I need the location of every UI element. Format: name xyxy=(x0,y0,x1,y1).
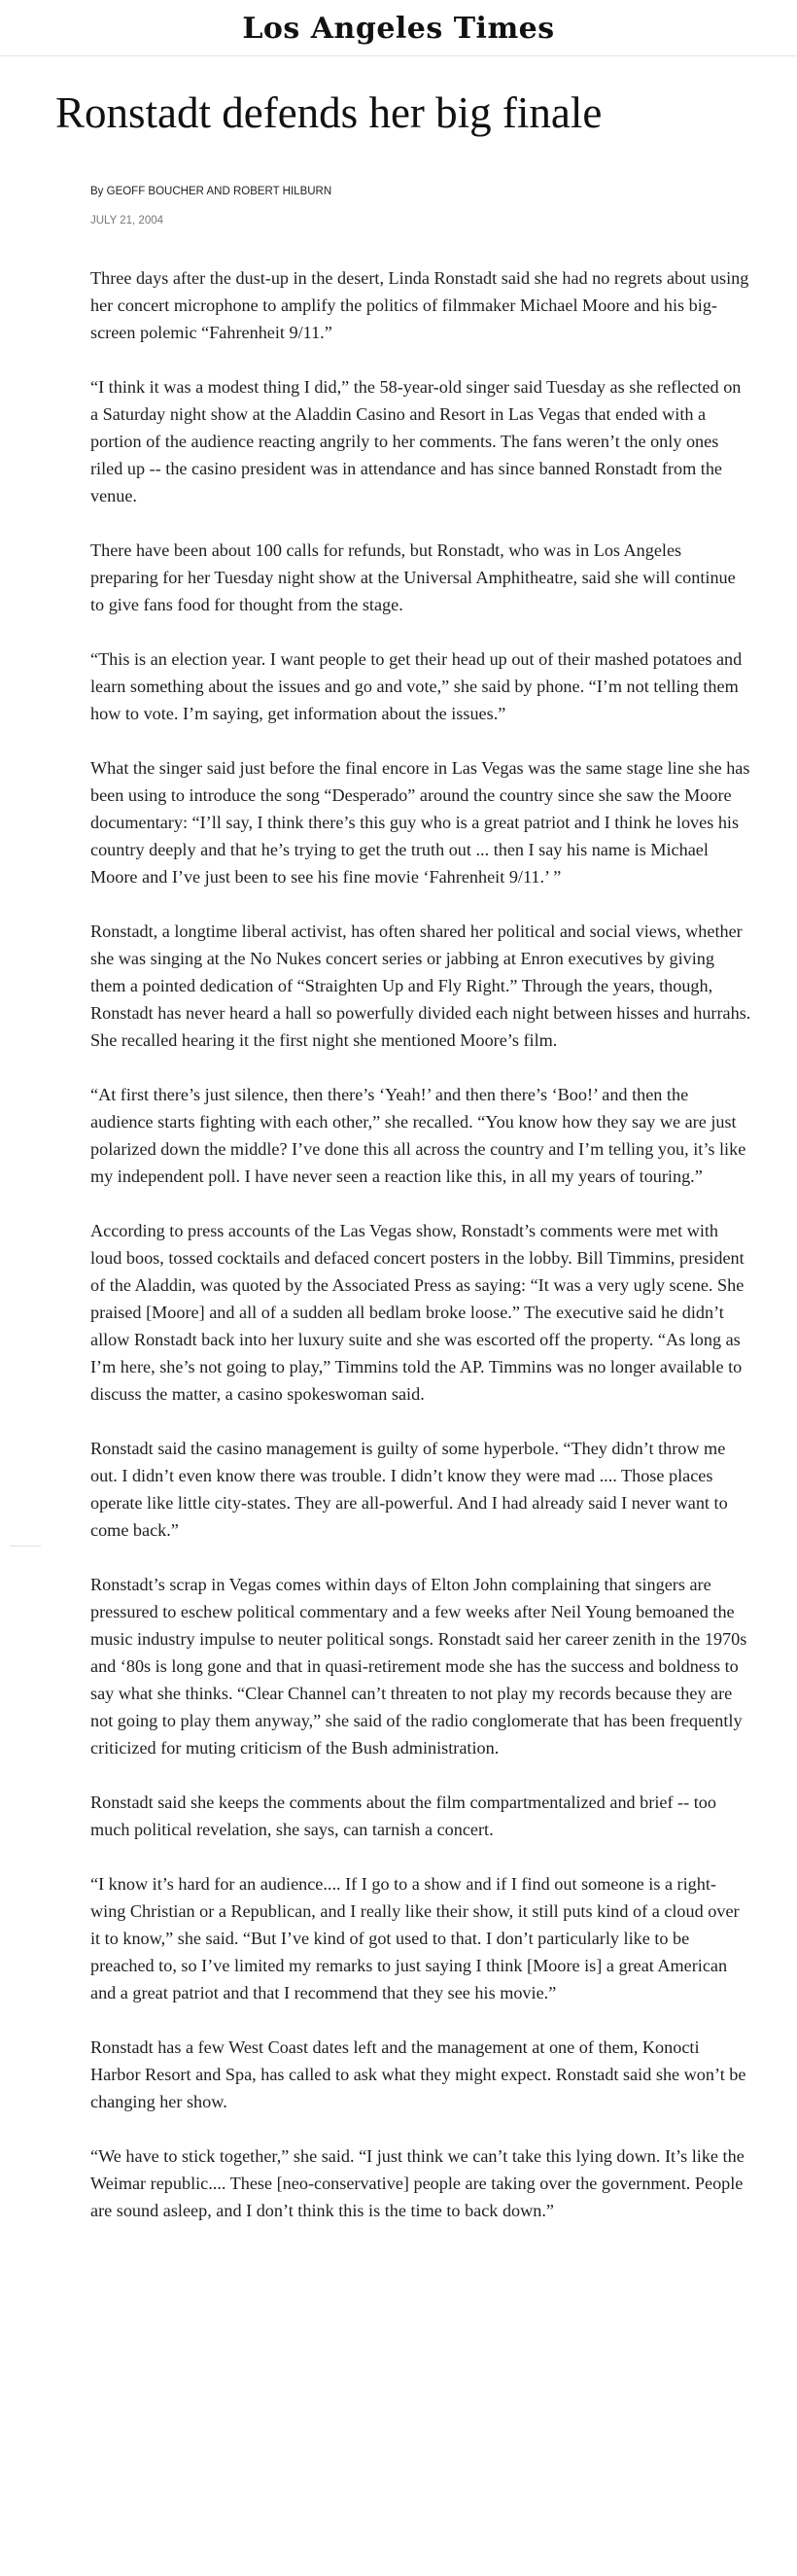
article-paragraph: “I know it’s hard for an audience.... If I go to a show and if I find out someone is a right-wing Christian or a Republican, and I really like their show, it still puts kind of a cloud over it to know,” she said. “But I’ve kind of got used to that. I don’t particularly like to be preached to, so I’ve limited my remarks to just saying I think [Moore is] a great American and a great patriot and that I recommend that they see his movie.” xyxy=(90,1874,740,2002)
article-paragraph: What the singer said just before the final encore in Las Vegas was the same stage line she has been using to introduce the song “Desperado” around the country since she saw the Moore documentary: “I’ll say, I think there’s this guy who is a great patriot and I think he loves his country deeply and that he’s trying to get the truth out ... then I say his name is Michael Moore and I’ve just been to see his fine movie ‘Fahrenheit 9/11.’ ” xyxy=(90,758,750,887)
article-paragraph: Three days after the dust-up in the desert, Linda Ronstadt said she had no regrets about using her concert microphone to amplify the politics of filmmaker Michael Moore and his big-screen polemic “Fahrenheit 9/11.” xyxy=(90,268,749,342)
article-paragraph: Ronstadt said the casino management is guilty of some hyperbole. “They didn’t throw me out. I didn’t even know there was trouble. I didn’t know they were mad .... Those places operate like little city-states. They are all-powerful. And I had already said I never want to come back.” xyxy=(90,1439,728,1540)
article-paragraph: According to press accounts of the Las Vegas show, Ronstadt’s comments were met with loud boos, tossed cocktails and defaced concert posters in the lobby. Bill Timmins, president of the Aladdin, was quoted by the Associated Press as saying: “It was a very ugly scene. She praised [Moore] and all of a sudden all bedlam broke loose.” The executive said he didn’t allow Ronstadt back into her luxury suite and she was escorted off the property. “As long as I’m here, she’s not going to play,” Timmins told the AP. Timmins was no longer available to discuss the matter, a casino spokeswoman said. xyxy=(90,1221,745,1404)
article-paragraph: There have been about 100 calls for refunds, but Ronstadt, who was in Los Angeles preparing for her Tuesday night show at the Universal Amphitheatre, said she will continue to give fans food for thought from the stage. xyxy=(90,540,736,614)
article-paragraph: Ronstadt, a longtime liberal activist, has often shared her political and social views, whether she was singing at the No Nukes concert series or jabbing at Enron executives by giving them a pointed dedication of “Straighten Up and Fly Right.” Through the years, though, Ronstadt has never heard a hall so powerfully divided each night between hisses and hurrahs. She recalled hearing it the first night she mentioned Moore’s film. xyxy=(90,922,751,1050)
masthead xyxy=(0,0,797,56)
article-headline: Ronstadt defends her big finale xyxy=(55,88,603,137)
article-paragraph: “We have to stick together,” she said. “I just think we can’t take this lying down. It’s like the Weimar republic.... These [neo-conservative] people are taking over the government. People are sound asleep, and I don’t think this is the time to back down.” xyxy=(90,2146,745,2220)
byline-authors[interactable]: GEOFF BOUCHER AND ROBERT HILBURN xyxy=(106,186,332,197)
byline xyxy=(90,186,331,197)
article-paragraph: Ronstadt said she keeps the comments about the film compartmentalized and brief -- too much political revelation, she says, can tarnish a concert. xyxy=(90,1793,716,1839)
article-paragraph: “I think it was a modest thing I did,” the 58-year-old singer said Tuesday as she reflected on a Saturday night show at the Aladdin Casino and Resort in Las Vegas that ended with a portion of the audience reacting angrily to her comments. The fans weren’t the only ones riled up -- the casino president was in attendance and has since banned Ronstadt from the venue. xyxy=(90,377,742,505)
site-logo[interactable]: Los Angeles Times xyxy=(242,12,555,46)
article-paragraph: “At first there’s just silence, then there’s ‘Yeah!’ and then there’s ‘Boo!’ and then the audience starts fighting with each other,” she recalled. “You know how they say we are just polarized down the middle? I’ve done this all across the country and I’m telling you, it’s like my independent poll. I have never seen a reaction like this, in all my years of touring.” xyxy=(90,1085,746,1186)
article-paragraph: Ronstadt’s scrap in Vegas comes within days of Elton John complaining that singers are pressured to eschew political commentary and a few weeks after Neil Young bemoaned the music industry impulse to neuter political songs. Ronstadt said her career zenith in the 1970s and ‘80s is long gone and that in quasi-retirement mode she has the success and boldness to say what she thinks. “Clear Channel can’t threaten to not play my records because they are not going to play them anyway,” she said of the radio conglomerate that has been frequently criticized for muting criticism of the Bush administration. xyxy=(90,1575,747,1758)
article-paragraph: “This is an election year. I want people to get their head up out of their mashed potatoes and learn something about the issues and go and vote,” she said by phone. “I’m not telling them how to vote. I’m saying, get information about the issues.” xyxy=(90,649,743,723)
byline-prefix: By xyxy=(90,186,104,197)
side-divider xyxy=(10,1546,41,1547)
article-paragraph: Ronstadt has a few West Coast dates left and the management at one of them, Konocti Harbor Resort and Spa, has called to ask what they might expect. Ronstadt said she won’t be changing her show. xyxy=(90,2037,746,2111)
article-body xyxy=(90,264,751,2251)
publish-date: JULY 21, 2004 xyxy=(90,215,164,226)
